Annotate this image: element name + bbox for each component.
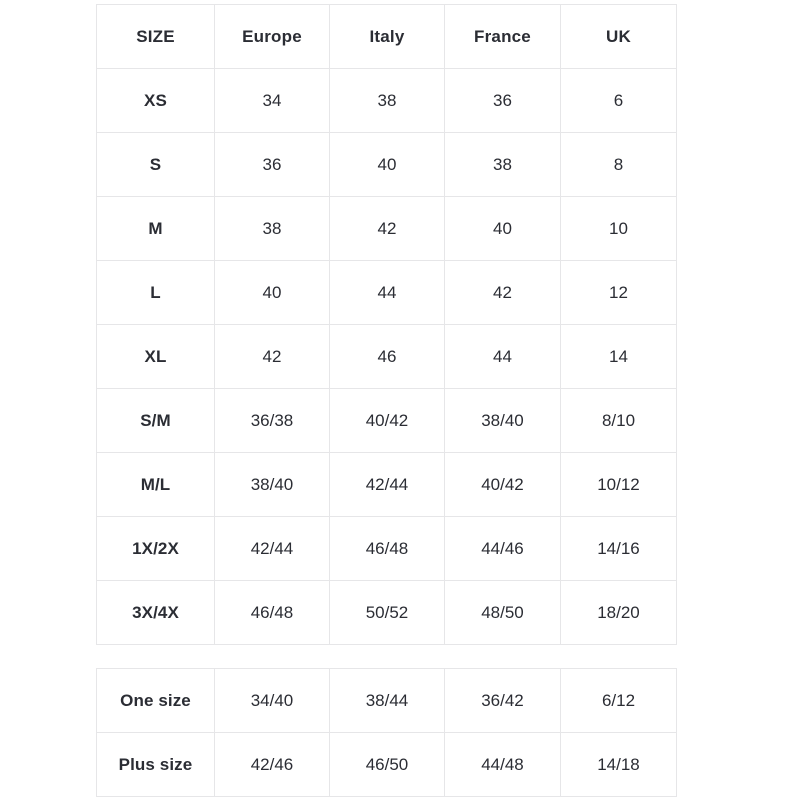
cell-europe: 38: [215, 197, 330, 261]
cell-france: 40: [445, 197, 561, 261]
table-header: [97, 5, 677, 69]
cell-france: 44/46: [445, 517, 561, 581]
column-header-italy: Italy: [330, 5, 445, 69]
table-row: [97, 389, 677, 453]
cell-europe: 46/48: [215, 581, 330, 645]
row-label: Plus size: [97, 733, 215, 797]
row-label: M: [97, 197, 215, 261]
table-row: [97, 197, 677, 261]
cell-italy: 50/52: [330, 581, 445, 645]
cell-uk: 6/12: [561, 669, 677, 733]
table-row: [97, 325, 677, 389]
column-header-uk: UK: [561, 5, 677, 69]
cell-france: 44/48: [445, 733, 561, 797]
cell-italy: 40: [330, 133, 445, 197]
cell-france: 40/42: [445, 453, 561, 517]
cell-uk: 8/10: [561, 389, 677, 453]
table-body: [97, 69, 677, 645]
row-label: S/M: [97, 389, 215, 453]
cell-italy: 42/44: [330, 453, 445, 517]
cell-france: 36/42: [445, 669, 561, 733]
one-size-table-wrapper: [96, 668, 676, 797]
cell-europe: 34/40: [215, 669, 330, 733]
cell-france: 48/50: [445, 581, 561, 645]
table-row: [97, 733, 677, 797]
column-header-size: SIZE: [97, 5, 215, 69]
cell-europe: 42/44: [215, 517, 330, 581]
row-label: XL: [97, 325, 215, 389]
cell-uk: 10: [561, 197, 677, 261]
table-row: [97, 261, 677, 325]
cell-uk: 14/18: [561, 733, 677, 797]
cell-france: 36: [445, 69, 561, 133]
cell-france: 38: [445, 133, 561, 197]
table-row: [97, 69, 677, 133]
cell-uk: 18/20: [561, 581, 677, 645]
row-label: L: [97, 261, 215, 325]
cell-europe: 36/38: [215, 389, 330, 453]
column-header-europe: Europe: [215, 5, 330, 69]
table-row: [97, 133, 677, 197]
cell-italy: 46/48: [330, 517, 445, 581]
cell-italy: 46/50: [330, 733, 445, 797]
row-label: 1X/2X: [97, 517, 215, 581]
cell-uk: 8: [561, 133, 677, 197]
cell-uk: 10/12: [561, 453, 677, 517]
cell-europe: 36: [215, 133, 330, 197]
cell-france: 38/40: [445, 389, 561, 453]
cell-france: 42: [445, 261, 561, 325]
cell-italy: 38: [330, 69, 445, 133]
cell-europe: 42/46: [215, 733, 330, 797]
row-label: XS: [97, 69, 215, 133]
table-row: [97, 669, 677, 733]
cell-italy: 40/42: [330, 389, 445, 453]
cell-italy: 46: [330, 325, 445, 389]
cell-italy: 44: [330, 261, 445, 325]
cell-france: 44: [445, 325, 561, 389]
row-label: M/L: [97, 453, 215, 517]
cell-uk: 14/16: [561, 517, 677, 581]
table-row: [97, 581, 677, 645]
size-conversion-table-wrapper: [96, 4, 676, 645]
cell-europe: 40: [215, 261, 330, 325]
cell-europe: 34: [215, 69, 330, 133]
cell-europe: 42: [215, 325, 330, 389]
table-body: [97, 669, 677, 797]
table-header-row: [97, 5, 677, 69]
cell-italy: 38/44: [330, 669, 445, 733]
row-label: S: [97, 133, 215, 197]
cell-uk: 12: [561, 261, 677, 325]
column-header-france: France: [445, 5, 561, 69]
size-conversion-table: [96, 4, 677, 645]
cell-europe: 38/40: [215, 453, 330, 517]
cell-uk: 14: [561, 325, 677, 389]
row-label: One size: [97, 669, 215, 733]
cell-italy: 42: [330, 197, 445, 261]
table-row: [97, 517, 677, 581]
table-row: [97, 453, 677, 517]
one-size-table: [96, 668, 677, 797]
row-label: 3X/4X: [97, 581, 215, 645]
cell-uk: 6: [561, 69, 677, 133]
